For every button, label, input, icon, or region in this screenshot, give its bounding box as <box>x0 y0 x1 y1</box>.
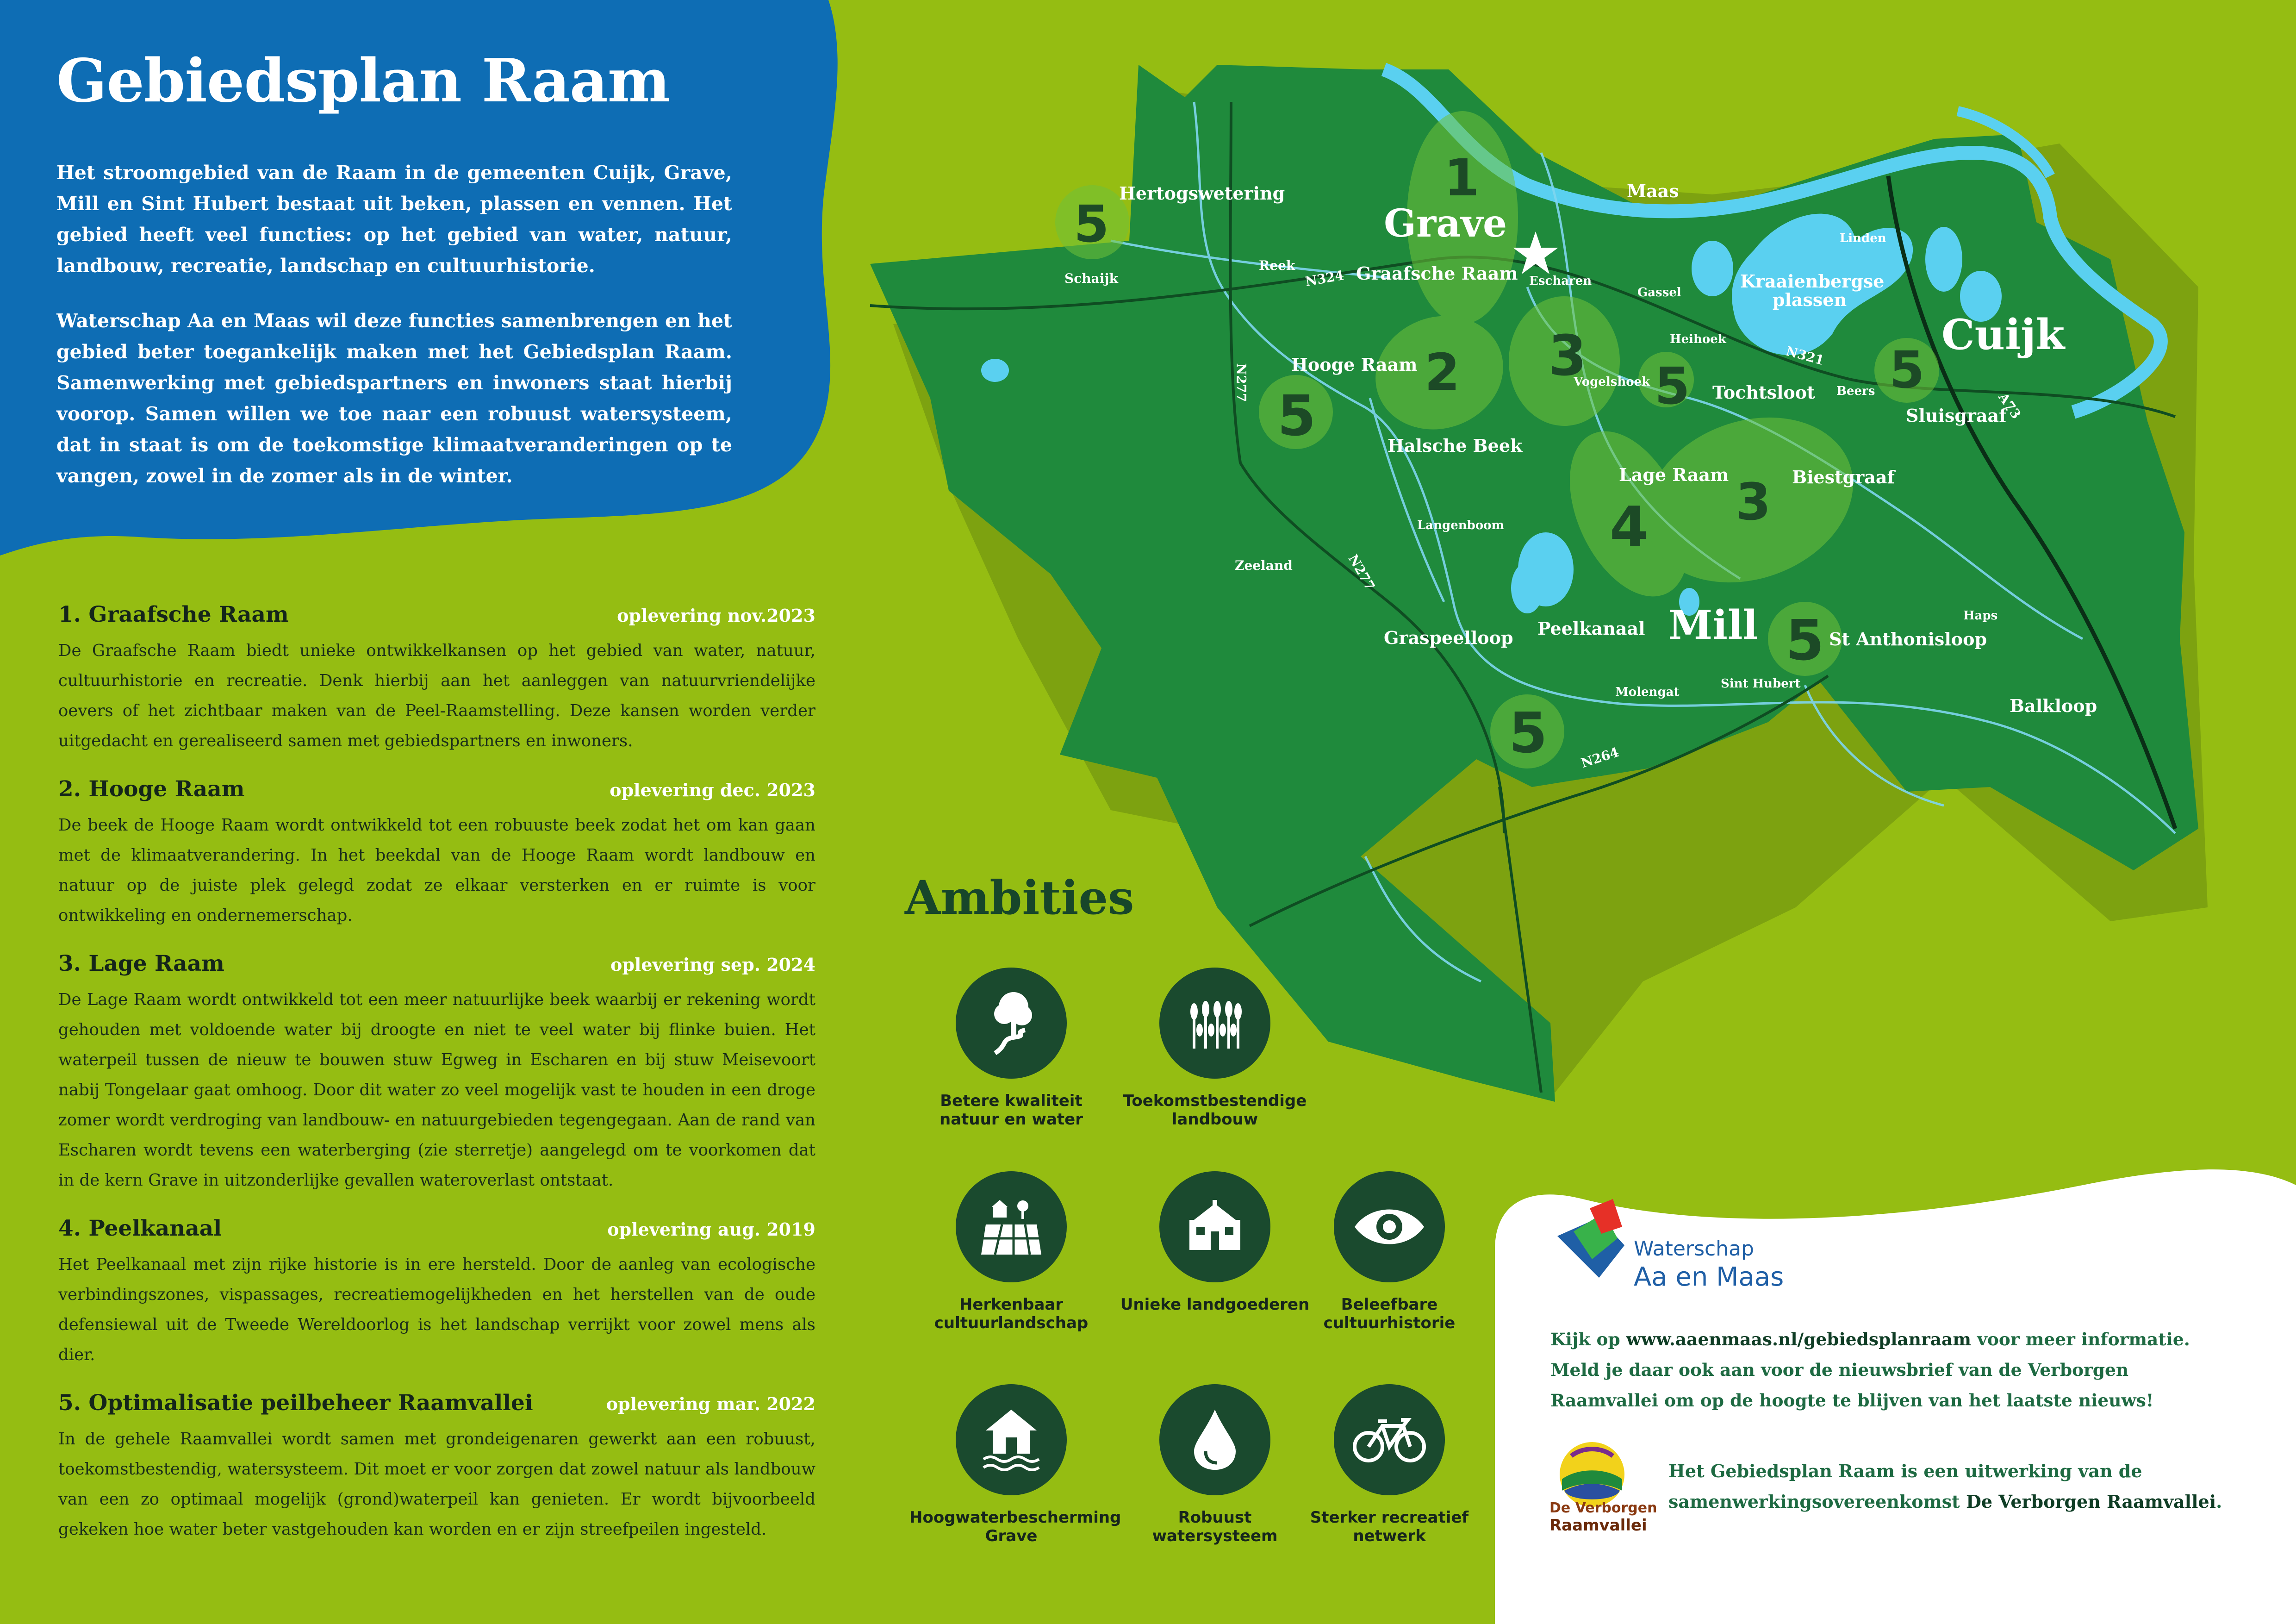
project-5 <box>58 1390 815 1544</box>
waterschap-logo-line2: Aa en Maas <box>1634 1262 1784 1292</box>
project-title: 3. Lage Raam <box>58 951 224 976</box>
label-graspeelloop: Graspeelloop <box>1384 627 1513 648</box>
info-text-2 <box>1668 1456 2270 1517</box>
zone-number-5f: 5 <box>1509 701 1548 766</box>
project-date: oplevering aug. 2019 <box>607 1219 815 1240</box>
label-lage-raam: Lage Raam <box>1619 464 1729 485</box>
label-hertogswetering: Hertogswetering <box>1119 183 1285 204</box>
ambitie-cultuurhistorie <box>1288 1171 1491 1332</box>
farm-field-icon <box>979 1194 1044 1259</box>
ambitie-label: Betere kwaliteit natuur en water <box>940 1092 1083 1129</box>
zone-number-2: 2 <box>1425 343 1460 402</box>
zone-number-5a: 5 <box>1074 194 1109 254</box>
intro-panel <box>56 46 732 516</box>
project-date: oplevering nov.2023 <box>617 605 815 626</box>
flood-house-icon <box>979 1407 1044 1472</box>
project-text: In de gehele Raamvallei wordt samen met grondeigenaren gewerkt aan een robuust, toekomstbestendig, watersysteem. Dit moet er voor zorgen dat zowel natuur als landbouw van een zo optimaal mogelijk (grond)waterpeil kan genieten. Er wordt bijvoorbeeld gekeken hoe water beter vastgehouden kan worden en er zijn streefpeilen ingesteld. <box>58 1430 815 1539</box>
project-4 <box>58 1216 815 1370</box>
project-1 <box>58 602 815 756</box>
label-kraaienbergse-text: Kraaienbergse plassen <box>1740 271 1885 310</box>
label-haps: Haps <box>1963 609 1998 623</box>
label-beers: Beers <box>1836 384 1875 398</box>
ambitie-label: Hoogwaterbescherming Grave <box>909 1508 1121 1545</box>
zone-number-3b: 3 <box>1736 472 1771 531</box>
waterschap-logo-line1: Waterschap <box>1634 1237 1754 1261</box>
zone-number-1: 1 <box>1444 148 1480 207</box>
ambitie-circle <box>1159 1384 1270 1495</box>
ambitie-label: Sterker recreatief netwerk <box>1310 1508 1469 1545</box>
project-date: oplevering sep. 2024 <box>610 954 815 975</box>
label-zeeland: Zeeland <box>1235 558 1293 573</box>
label-balkloop: Balkloop <box>2010 695 2097 716</box>
intro-paragraph-1: Het stroomgebied van de Raam in de gemeenten Cuijk, Grave, Mill en Sint Hubert bestaat uit beken, plassen en vennen. Het gebied heeft veel functies: op het gebied van water, natuur, landbouw, recreatie, landschap en cultuurhistorie. <box>56 162 732 277</box>
river-label-maas: Maas <box>1627 181 1679 201</box>
label-n277-south: N277 <box>1345 551 1378 593</box>
zone-number-5b: 5 <box>1277 384 1316 449</box>
ambitie-label: Unieke landgoederen <box>1120 1295 1310 1314</box>
label-escharen: Escharen <box>1529 274 1592 288</box>
label-kraaienbergse <box>1740 271 1885 310</box>
info-url-link[interactable]: www.aaenmaas.nl/gebiedsplanraam <box>1626 1329 1972 1349</box>
label-sint-hubert: Sint Hubert <box>1721 677 1801 691</box>
label-molengat: Molengat <box>1615 685 1680 699</box>
ambities-title: Ambities <box>905 870 1134 925</box>
project-text: De Lage Raam wordt ontwikkeld tot een meer natuurlijke beek waarbij er rekening wordt gehouden met voldoende water bij droogte en niet te veel water bij flinke buien. Het waterpeil tussen de nieuw te bouwen stuw Egweg in Escharen en bij stuw Meisevoort nabij Tongelaar gaat omhoog. Door dit water zo veel mogelijk vast te houden in een droge zomer wordt verdroging van landbouw- en natuurgebieden tegengegaan. Aan de rand van Escharen wordt tevens een waterberging (zie sterretje) aangelegd om te voorkomen dat in de kern Grave in uitzonderlijke gevallen wateroverlast ontstaat. <box>58 990 815 1190</box>
label-sluisgraaf: Sluisgraaf <box>1906 405 2007 426</box>
ambitie-landbouw <box>1113 968 1317 1129</box>
ambitie-landgoederen <box>1113 1171 1317 1314</box>
project-title: 1. Graafsche Raam <box>58 602 289 627</box>
page-title: Gebiedsplan Raam <box>56 46 670 116</box>
info2-bold: De Verborgen Raamvallei <box>1966 1491 2216 1512</box>
ambitie-recreatie <box>1288 1384 1491 1545</box>
label-hooge-raam: Hooge Raam <box>1291 354 1418 375</box>
label-st-anthonisloop: St Anthonisloop <box>1829 629 1987 650</box>
water-drop-icon <box>1192 1407 1238 1472</box>
project-3 <box>58 951 815 1195</box>
zone-number-5c: 5 <box>1655 356 1690 416</box>
label-n324: N324 <box>1304 267 1345 290</box>
label-gassel: Gassel <box>1637 286 1681 300</box>
label-halsche-beek: Halsche Beek <box>1388 435 1523 456</box>
info2-post: . <box>2216 1491 2222 1512</box>
label-peelkanaal: Peelkanaal <box>1537 618 1645 639</box>
wheat-icon <box>1182 993 1247 1053</box>
label-graafsche-raam: Graafsche Raam <box>1356 263 1518 284</box>
project-date: oplevering mar. 2022 <box>606 1393 815 1414</box>
project-title: 2. Hooge Raam <box>58 776 245 802</box>
ambitie-circle <box>956 1171 1067 1282</box>
label-tochtsloot: Tochtsloot <box>1712 382 1815 403</box>
zone-number-4: 4 <box>1610 495 1649 560</box>
label-n321: N321 <box>1784 343 1826 369</box>
ambitie-circle <box>1334 1384 1445 1495</box>
info-text <box>1550 1324 2226 1416</box>
verborgen-logo-line1: De Verborgen <box>1549 1500 1657 1516</box>
label-a73: A73 <box>1995 390 2024 422</box>
label-reek: Reek <box>1259 258 1295 273</box>
ambitie-natuur-water <box>909 968 1113 1129</box>
project-date: oplevering dec. 2023 <box>610 780 815 800</box>
ambitie-circle <box>956 968 1067 1079</box>
project-2 <box>58 776 815 931</box>
intro-paragraph-2: Waterschap Aa en Maas wil deze functies samenbrengen en het gebied beter toegankelijk maken met het Gebiedsplan Raam. Samenwerking met gebiedspartners en inwoners staat hierbij voorop. Samen willen we toe naar een robuust watersysteem, dat in staat is om de toekomstige klimaatveranderingen op te vangen, zowel in de zomer als in de winter. <box>56 310 732 487</box>
ambitie-hoogwater <box>909 1384 1121 1545</box>
label-biestgraaf: Biestgraaf <box>1792 467 1895 487</box>
ambitie-circle <box>956 1384 1067 1495</box>
ambitie-circle <box>1159 968 1270 1079</box>
project-title: 5. Optimalisatie peilbeheer Raamvallei <box>58 1390 533 1416</box>
label-n264: N264 <box>1579 744 1621 771</box>
ambitie-label: Toekomstbestendige landbouw <box>1123 1092 1307 1129</box>
label-vogelshoek: Vogelshoek <box>1574 375 1650 389</box>
ambitie-label: Beleefbare cultuurhistorie <box>1323 1295 1456 1332</box>
ambitie-label: Robuust watersysteem <box>1152 1508 1278 1545</box>
info-pre: Kijk op <box>1550 1329 1626 1349</box>
zone-number-5d: 5 <box>1889 340 1925 400</box>
town-cuijk: Cuijk <box>1941 310 2065 359</box>
label-heihoek: Heihoek <box>1670 332 1726 346</box>
label-linden: Linden <box>1840 231 1886 245</box>
label-schaijk: Schaijk <box>1064 271 1118 286</box>
project-text: De Graafsche Raam biedt unieke ontwikkelkansen op het gebied van water, natuur, cultuurhistorie en recreatie. Denk hierbij aan het aanleggen van natuurvriendelijke oevers of het zichtbaar maken van de Peel-Raamstelling. Deze kansen worden verder uitgedacht en gerealiseerd samen met gebiedspartners en inwoners. <box>58 641 815 750</box>
zone-number-3a: 3 <box>1548 324 1587 388</box>
eye-icon <box>1352 1204 1426 1250</box>
ambitie-circle <box>1334 1171 1445 1282</box>
project-list <box>58 602 815 1565</box>
town-mill: Mill <box>1668 602 1758 649</box>
ambitie-watersysteem <box>1113 1384 1317 1545</box>
ambitie-cultuurlandschap <box>909 1171 1113 1332</box>
ambitie-label: Herkenbaar cultuurlandschap <box>934 1295 1089 1332</box>
info2-pre: Het Gebiedsplan Raam is een uitwerking van de samenwerkingsovereenkomst <box>1668 1461 2142 1512</box>
project-title: 4. Peelkanaal <box>58 1216 222 1241</box>
ambitie-circle <box>1159 1171 1270 1282</box>
verborgen-logo-line2: Raamvallei <box>1549 1516 1647 1535</box>
label-n277-north: N277 <box>1233 363 1249 402</box>
info-post: voor meer informatie. Meld je daar ook aan voor de nieuwsbrief van de Verborgen Raamvallei om op de hoogte te blijven van het laatste nieuws! <box>1550 1329 2190 1411</box>
tree-river-icon <box>981 988 1041 1058</box>
bicycle-icon <box>1352 1414 1426 1465</box>
zone-number-5e: 5 <box>1786 609 1824 673</box>
label-langenboom: Langenboom <box>1417 518 1505 532</box>
project-text: Het Peelkanaal met zijn rijke historie is in ere hersteld. Door de aanleg van ecologische verbindingszones, vispassages, recreatiemogelijkheden en het herstellen van de oude defensiewal uit de Tweede Wereldoorlog is het landschap verrijkt voor zowel mens als dier. <box>58 1255 815 1364</box>
town-grave: Grave <box>1384 201 1507 246</box>
project-text: De beek de Hooge Raam wordt ontwikkeld tot een robuuste beek zodat het om kan gaan met de klimaatverandering. In het beekdal van de Hooge Raam wordt landbouw en natuur op de juiste plek gelegd zodat ze elkaar versterken en er ruimte is voor ontwikkeling en ondernemerschap. <box>58 816 815 925</box>
estate-house-icon <box>1180 1199 1250 1255</box>
